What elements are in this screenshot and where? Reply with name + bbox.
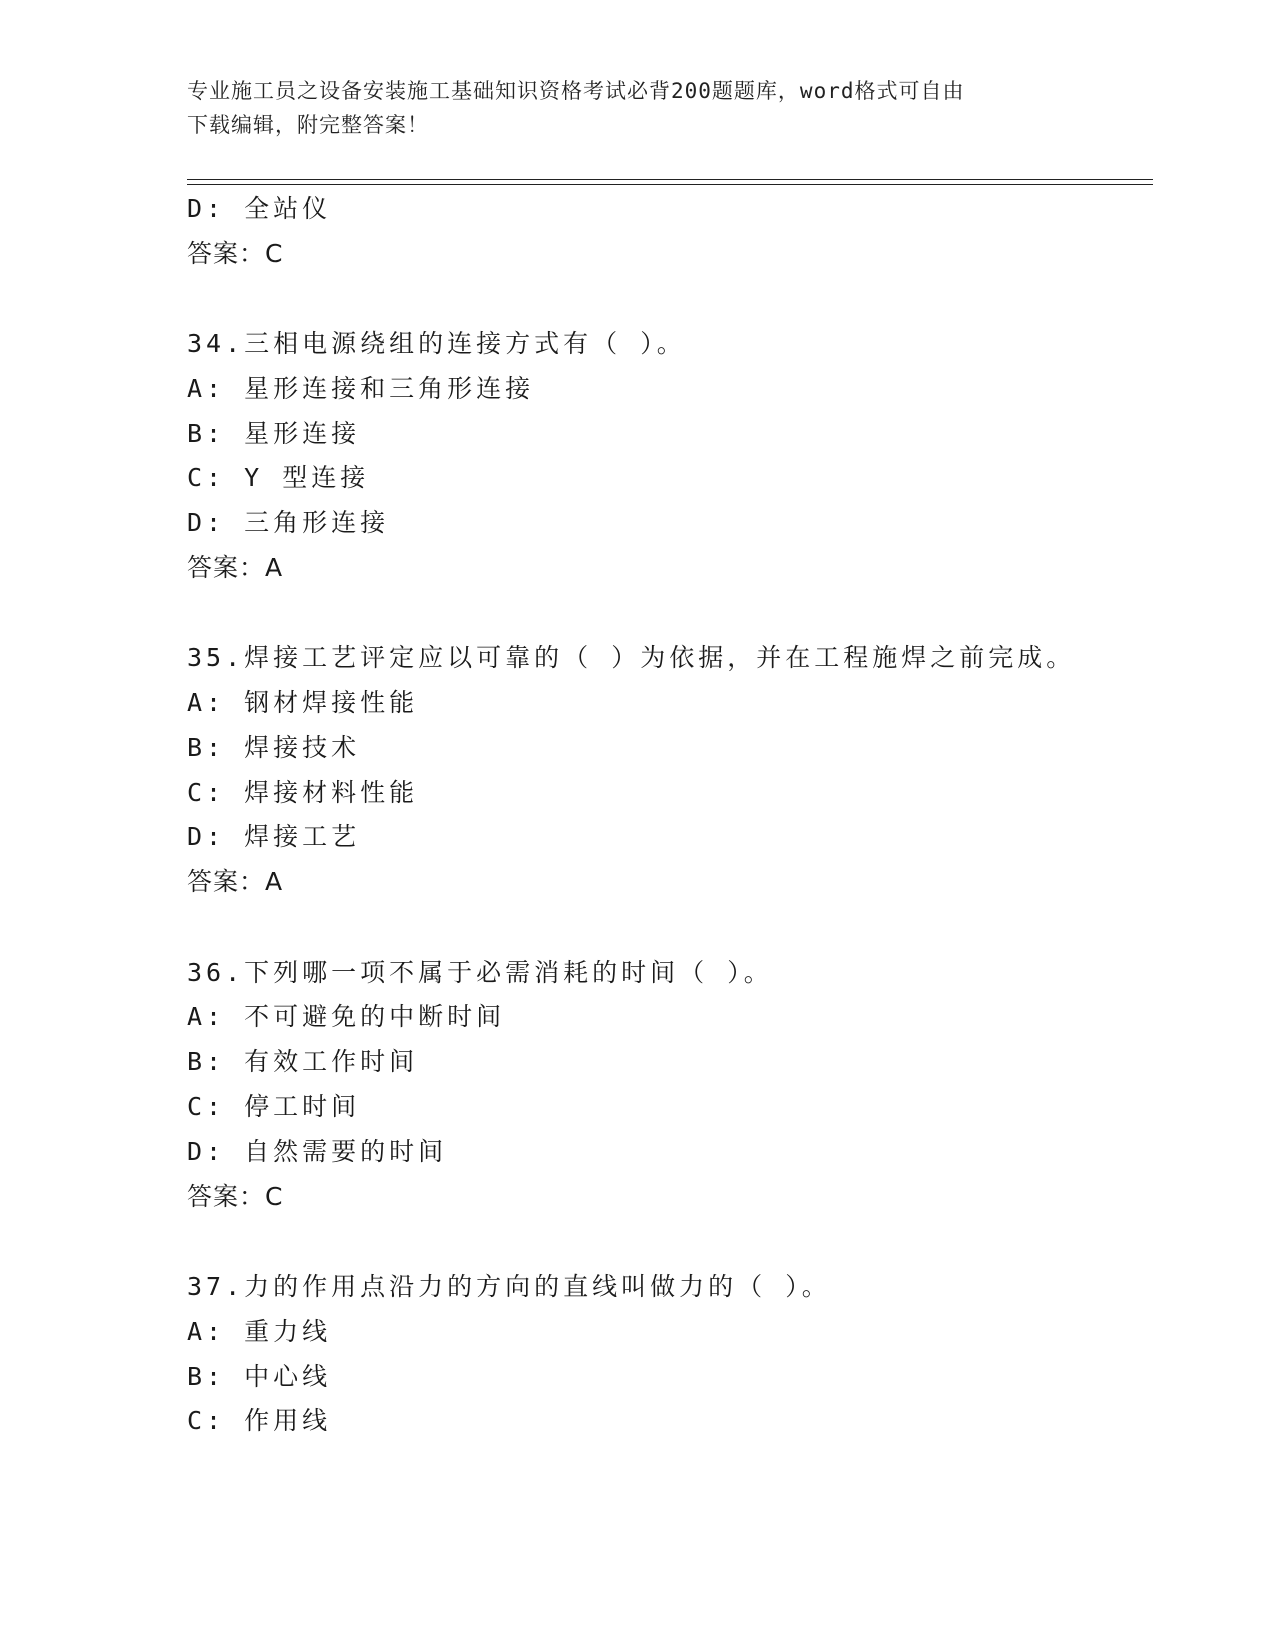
option-c: C: 焊接材料性能 bbox=[187, 778, 419, 807]
header-line-1: 专业施工员之设备安装施工基础知识资格考试必背200题题库，word格式可自由 bbox=[187, 79, 965, 103]
question-36: 36.下列哪一项不属于必需消耗的时间（ ）。 bbox=[187, 958, 773, 987]
document-header bbox=[187, 74, 1087, 142]
header-rule-top bbox=[187, 179, 1153, 180]
option-d: D: 焊接工艺 bbox=[187, 822, 361, 851]
option-b: B: 中心线 bbox=[187, 1362, 332, 1391]
option-c: C: 停工时间 bbox=[187, 1092, 361, 1121]
answer-line: 答案：C bbox=[187, 239, 284, 268]
option-b: B: 焊接技术 bbox=[187, 733, 361, 762]
option-a: A: 不可避免的中断时间 bbox=[187, 1002, 506, 1031]
answer-line: 答案：C bbox=[187, 1182, 284, 1211]
option-c: C: Y 型连接 bbox=[187, 463, 370, 492]
option-a: A: 星形连接和三角形连接 bbox=[187, 374, 535, 403]
header-rule-bottom bbox=[187, 184, 1153, 185]
option-b: B: 有效工作时间 bbox=[187, 1047, 419, 1076]
option-b: B: 星形连接 bbox=[187, 419, 361, 448]
answer-line: 答案：A bbox=[187, 553, 284, 582]
option-d: D: 三角形连接 bbox=[187, 508, 390, 537]
header-line-2: 下载编辑，附完整答案！ bbox=[187, 113, 429, 137]
answer-line: 答案：A bbox=[187, 867, 284, 896]
option-a: A: 重力线 bbox=[187, 1317, 332, 1346]
question-37: 37.力的作用点沿力的方向的直线叫做力的（ ）。 bbox=[187, 1272, 831, 1301]
question-34: 34.三相电源绕组的连接方式有（ ）。 bbox=[187, 329, 686, 358]
option-d: D: 全站仪 bbox=[187, 194, 332, 223]
question-35: 35.焊接工艺评定应以可靠的（ ）为依据，并在工程施焊之前完成。 bbox=[187, 643, 1076, 672]
option-c: C: 作用线 bbox=[187, 1406, 332, 1435]
option-a: A: 钢材焊接性能 bbox=[187, 688, 419, 717]
option-d: D: 自然需要的时间 bbox=[187, 1137, 448, 1166]
